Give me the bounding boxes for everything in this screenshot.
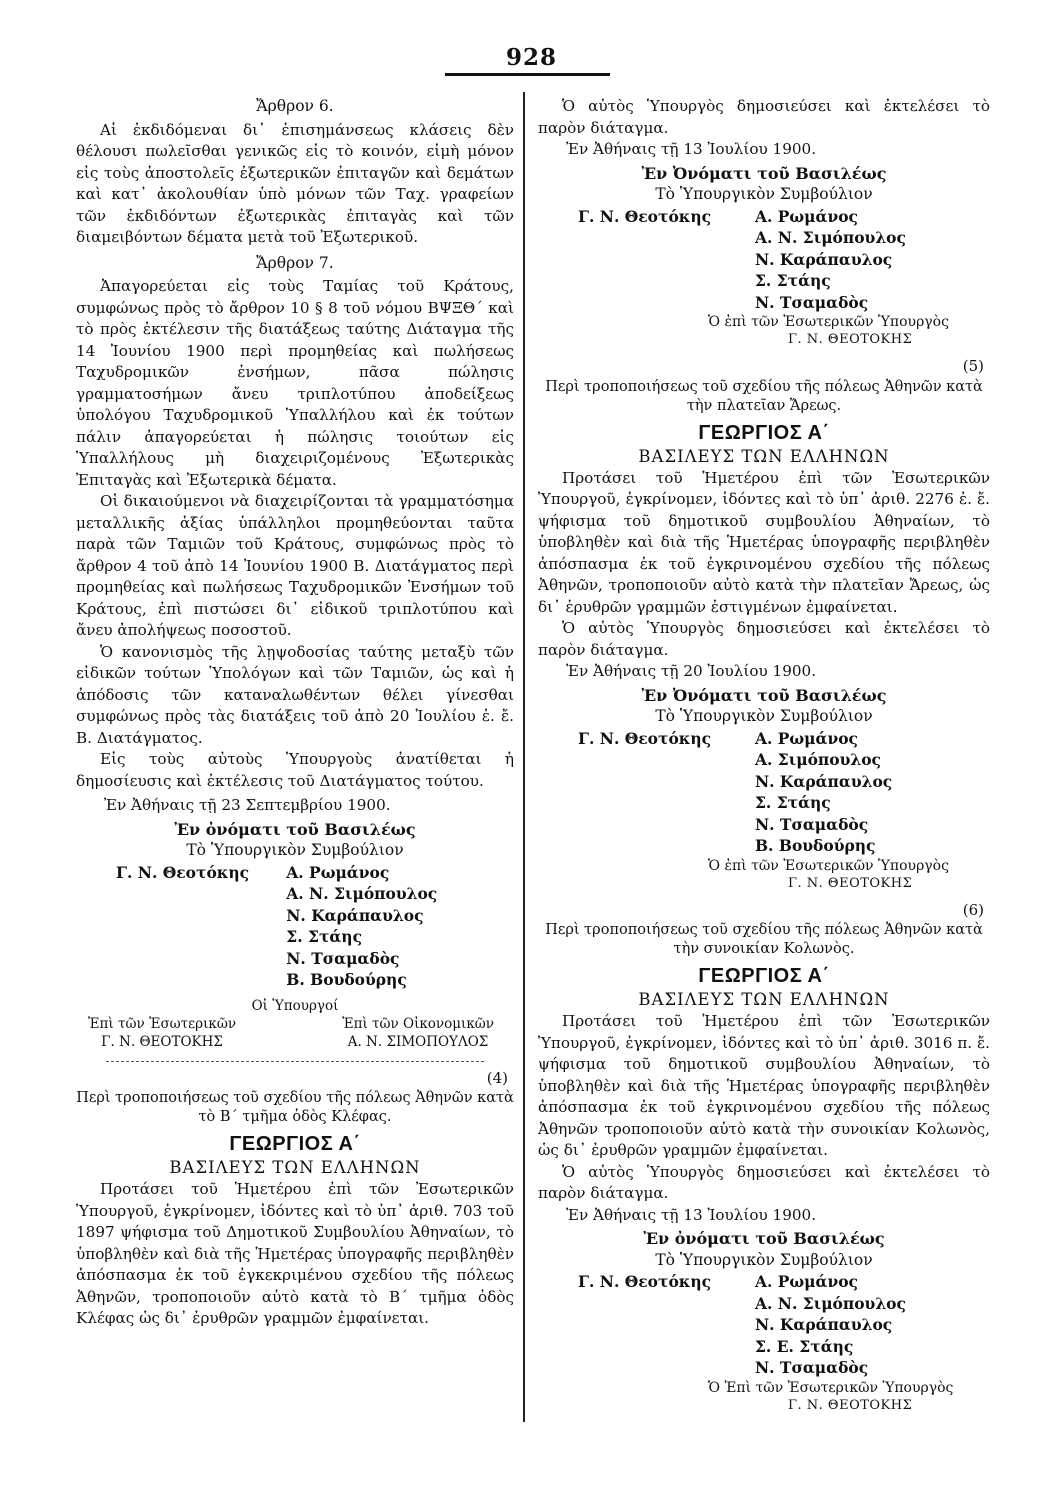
article-7-heading: Ἄρθρον 7. <box>256 253 334 272</box>
council-heading: Τὸ Ὑπουργικὸν Συμβούλιον <box>186 841 404 859</box>
council-heading: Τὸ Ὑπουργικὸν Συμβούλιον <box>655 707 873 725</box>
decree-text: Προτάσει τοῦ Ἡμετέρου ἐπὶ τῶν Ἐσωτερικῶν Ὑπουργοῦ, ἐγκρίνομεν, ἰδόντες καὶ τὸ ὑπ᾽ ἀριθ. 3016 π. ἔ. ψήφισμα τοῦ δημοτικοῦ συμβουλίου Ἀθηναίων, τὸ ὑποβληθὲν καὶ διὰ τῆς Ἡμετέρας ὑπογραφῆς περιβληθὲν ἀπόσπασμα ἐκ τοῦ ἐγκρινομένου σχεδίου τῆς πόλεως Ἀθηνῶν τροποποιοῦν αὐτὸ κατὰ τὴν συνοικίαν Κολωνὸς, ὡς δι᾽ ἐρυθρῶν γραμμῶν ἐμφαίνεται. <box>538 1012 990 1159</box>
kingdom-heading: ΒΑΣΙΛΕΥΣ ΤΩΝ ΕΛΛΗΝΩΝ <box>638 990 890 1009</box>
signature-primary: Γ. Ν. Θεοτόκης <box>116 862 250 882</box>
signatures <box>538 206 990 314</box>
signature: Ν. Τσαμαδὸς <box>754 814 869 834</box>
kingdom-heading: ΒΑΣΙΛΕΥΣ ΤΩΝ ΕΛΛΗΝΩΝ <box>638 446 890 466</box>
article-7-paragraph: Ἀπαγορεύεται εἰς τοὺς Ταμίας τοῦ Κράτους, συμφώνως πρὸς τὸ ἄρθρον 10 § 8 τοῦ νόμου ΒΨΞΘ΄ καὶ τὸ πρὸς ἐκτέλεσιν τῆς διατάξεως ταύτης Διάταγμα τῆς 14 Ἰουνίου 1900 περὶ προμηθείας καὶ πωλήσεως Ταχυδρομικῶν ἐνσήμων, πᾶσα πώλησις γραμματοσήμων ἄνευ τριπλοτύπου ἀποδείξεως ὑπολόγου Ταχυδρομικοῦ Ὑπαλλήλου καὶ ἐκ τούτων πάλιν ἀπαγορεύεται ἡ πώλησις τοιούτων εἰς Ὑπαλλήλους μὴ διαχειριζομένους Ἐξωτερικὰς Ἐπιταγὰς καὶ Ἐξωτερικὰ δέματα. <box>76 277 514 489</box>
decree-number: (4) <box>486 1068 508 1087</box>
signature: Ν. Καράπαυλος <box>754 771 893 791</box>
kingdom-heading: ΒΑΣΙΛΕΥΣ ΤΩΝ ΕΛΛΗΝΩΝ <box>169 1158 421 1177</box>
decree-execution: Ὁ αὐτὸς Ὑπουργὸς δημοσιεύσει καὶ ἐκτελέσει τὸ παρὸν διάταγμα. <box>538 97 990 137</box>
signature: Ν. Τσαμαδὸς <box>754 1358 869 1377</box>
minister-name: Α. Ν. ΣΙΜΟΠΟΥΛΟΣ <box>347 1033 489 1050</box>
signature: Σ. Στάης <box>754 271 831 290</box>
signature: Α. Σιμόπουλος <box>754 750 881 769</box>
minister-name: Γ. Ν. ΘΕΟΤΟΚΗΣ <box>788 332 913 347</box>
article-6-text: Αἱ ἐκδιδόμεναι δι᾽ ἐπισημάνσεως κλάσεις δὲν θέλουσι πωλεῖσθαι γενικῶς εἰς τὸ κοινόν, εἰμὴ μόνον εἰς τοὺς ἀποστολεῖς ἐξωτερικῶν ἐπιταγῶν καὶ δεμάτων καὶ κατ᾽ ἀκολουθίαν ὑπὸ μόνων τῶν Ταχ. γραφείων τῶν ἐκδιδόντων ἐξωτερικὰς ἐπιταγὰς καὶ τῶν διαμειβόντων δέματα μετὰ τοῦ Ἐξωτερικοῦ. <box>76 120 514 246</box>
signatures <box>538 1271 990 1379</box>
signatures <box>76 862 514 991</box>
signature: Ν. Καράπαυλος <box>754 1315 893 1334</box>
header-rule <box>445 73 610 76</box>
council-heading: Τὸ Ὑπουργικὸν Συμβούλιον <box>655 185 873 203</box>
signature: Ν. Τσαμαδὸς <box>286 948 400 968</box>
article-7-paragraph: Εἰς τοὺς αὐτοὺς Ὑπουργοὺς ἀνατίθεται ἡ δημοσίευσις καὶ ἐκτέλεσις τοῦ Διατάγματος τούτου. <box>76 750 514 790</box>
in-the-name-heading: Ἐν ὀνόματι τοῦ Βασιλέως <box>174 819 416 839</box>
signature: Σ. Στάης <box>286 927 363 946</box>
decree-date: Ἐν Ἀθήναις τῇ 23 Σεπτεμβρίου 1900. <box>104 796 391 814</box>
decree-title: Περὶ τροποποιήσεως τοῦ σχεδίου τῆς πόλεως Ἀθηνῶν κατὰ τὴν πλατεῖαν Ἄρεως. <box>545 378 983 414</box>
column-divider <box>523 92 525 1422</box>
ministers-title: Οἱ Ὑπουργοί <box>251 997 339 1014</box>
minister-signature: Ὁ ἐπὶ τῶν Ἐσωτερικῶν Ὑπουργὸς <box>708 314 949 330</box>
signature: Α. Ρωμάνος <box>754 1272 858 1291</box>
signature-primary: Γ. Ν. Θεοτόκης <box>578 1272 712 1291</box>
section-separator <box>106 1061 484 1062</box>
minister-interior <box>88 1015 236 1051</box>
decree-number: (5) <box>962 357 984 375</box>
signatures <box>538 728 990 857</box>
minister-role: Ἐπὶ τῶν Οἰκονομικῶν <box>342 1015 494 1032</box>
decree-date: Ἐν Ἀθήναις τῇ 13 Ἰουλίου 1900. <box>566 1205 817 1224</box>
king-heading: ΓΕΩΡΓΙΟΣ Α΄ <box>229 1133 361 1155</box>
in-the-name-heading: Ἐν Ὀνόματι τοῦ Βασιλέως <box>641 685 887 705</box>
article-6-heading: Ἄρθρον 6. <box>256 97 334 115</box>
decree-number: (6) <box>962 900 984 919</box>
minister-name: Γ. Ν. ΘΕΟΤΟΚΗΣ <box>101 1033 223 1050</box>
signature: Σ. Στάης <box>754 793 831 812</box>
minister-name: Γ. Ν. ΘΕΟΤΟΚΗΣ <box>788 875 913 891</box>
in-the-name-heading: Ἐν Ὀνόματι τοῦ Βασιλέως <box>641 163 887 183</box>
signature: Β. Βουδούρης <box>286 970 407 989</box>
signature: Α. Ν. Σιμόπουλος <box>754 1293 906 1313</box>
minister-finance <box>342 1015 494 1051</box>
signature-primary: Γ. Ν. Θεοτόκης <box>578 206 712 226</box>
decree-title: Περὶ τροποποιήσεως τοῦ σχεδίου τῆς πόλεως Ἀθηνῶν κατὰ τὸ Β΄ τμῆμα ὁδὸς Κλέφας. <box>76 1090 514 1125</box>
page-number: 928 <box>505 44 557 71</box>
article-7-paragraph: Ὁ κανονισμὸς τῆς λῃψοδοσίας ταύτης μεταξὺ τῶν εἰδικῶν τούτων Ὑπολόγων καὶ τῶν Ταμιῶν, ὡς καὶ ἡ ἀπόδοσις τῶν καταναλωθέντων θέλει γίνεσθαι συμφώνως πρὸς τὰς διατάξεις τοῦ ἀπὸ 20 Ἰουλίου ἐ. ἔ. Β. Διατάγματος. <box>76 642 514 747</box>
minister-signature: Ὁ ἐπὶ τῶν Ἐσωτερικῶν Ὑπουργὸς <box>708 857 949 874</box>
signature: Α. Ρωμάνος <box>754 728 858 748</box>
left-column <box>76 96 514 1330</box>
signature: Α. Ρωμάνος <box>754 206 858 226</box>
minister-role: Ἐπὶ τῶν Ἐσωτερικῶν <box>88 1015 237 1032</box>
signature: Σ. Ε. Στάης <box>754 1336 854 1356</box>
decree-execution: Ὁ αὐτὸς Ὑπουργὸς δημοσιεύσει καὶ ἐκτελέσει τὸ παρὸν διάταγμα. <box>538 619 990 659</box>
king-heading: ΓΕΩΡΓΙΟΣ Α΄ <box>698 965 830 987</box>
decree-text: Προτάσει τοῦ Ἡμετέρου ἐπὶ τῶν Ἐσωτερικῶν Ὑπουργοῦ, ἐγκρίνομεν, ἰδόντες καὶ τὸ ὑπ᾽ ἀριθ. 2276 ἐ. ἔ. ψήφισμα τοῦ δημοτικοῦ συμβουλίου Ἀθηναίων, τὸ ὑποβληθὲν καὶ διὰ τῆς Ἡμετέρας ὑπογραφῆς περιβληθὲν ἀπόσπασμα ἐκ τοῦ ἐγκρινομένου σχεδίου τῆς πόλεως Ἀθηνῶν, τροποποιοῦν αὐτὸ κατὰ τὴν πλατεῖαν Ἄρεως, ὡς δι᾽ ἐρυθρῶν γραμμῶν ἐστιγμένων ἐμφαίνεται. <box>538 468 990 616</box>
decree-date: Ἐν Ἀθήναις τῇ 13 Ἰουλίου 1900. <box>566 140 817 158</box>
signature: Α. Ρωμάνος <box>286 862 390 882</box>
decree-execution: Ὁ αὐτὸς Ὑπουργὸς δημοσιεύσει καὶ ἐκτελέσει τὸ παρὸν διάταγμα. <box>538 1162 990 1202</box>
minister-name: Γ. Ν. ΘΕΟΤΟΚΗΣ <box>788 1397 913 1413</box>
minister-signature: Ὁ Ἐπὶ τῶν Ἐσωτερικῶν Ὑπουργὸς <box>708 1379 954 1396</box>
signature: Α. Ν. Σιμόπουλος <box>754 228 906 247</box>
decree-title: Περὶ τροποποιήσεως τοῦ σχεδίου τῆς πόλεως Ἀθηνῶν κατὰ τὴν συνοικίαν Κολωνὸς. <box>545 922 983 957</box>
signature: Α. Ν. Σιμόπουλος <box>286 884 438 903</box>
signature: Ν. Καράπαυλος <box>754 249 893 269</box>
ministers-grid <box>76 1015 514 1051</box>
signature: Ν. Καράπαυλος <box>286 905 424 925</box>
right-column <box>538 96 990 1414</box>
decree-date: Ἐν Ἀθήναις τῇ 20 Ἰουλίου 1900. <box>566 662 817 680</box>
signature: Ν. Τσαμαδὸς <box>754 292 869 312</box>
council-heading: Τὸ Ὑπουργικὸν Συμβούλιον <box>655 1250 873 1269</box>
decree-text: Προτάσει τοῦ Ἡμετέρου ἐπὶ τῶν Ἐσωτερικῶν Ὑπουργοῦ, ἐγκρίνομεν, ἰδόντες καὶ τὸ ὑπ᾽ ἀριθ. 703 τοῦ 1897 ψήφισμα τοῦ Δημοτικοῦ Συμβουλίου Ἀθηναίων, τὸ ὑποβληθὲν καὶ διὰ τῆς Ἡμετέρας ὑπογραφῆς περιβληθὲν ἀπόσπασμα ἐκ τοῦ ἐγκεκριμένου σχεδίου τῆς πόλεως Ἀθηνῶν, τροποποιοῦν αὐτὸ κατὰ τὸ Β΄ τμῆμα ὁδὸς Κλέφας ὡς δι᾽ ἐρυθρῶν γραμμῶν ἐμφαίνεται. <box>76 1180 514 1327</box>
signature-primary: Γ. Ν. Θεοτόκης <box>578 728 712 748</box>
article-7-paragraph: Οἱ δικαιούμενοι νὰ διαχειρίζονται τὰ γραμματόσημα μεταλλικῆς ἀξίας ὑπάλληλοι προμηθεύονται ταῦτα παρὰ τῶν Ταμιῶν τοῦ Κράτους, συμφώνως πρὸς τὸ ἄρθρον 4 τοῦ ἀπὸ 14 Ἰουνίου 1900 Β. Διατάγματος περὶ προμηθείας καὶ πωλήσεως Ταχυδρομικῶν Ἐνσήμων τοῦ Κράτους, ἐπὶ πιστώσει δι᾽ εἰδικοῦ τριπλοτύπου καὶ ἄνευ ἀπολήψεως ποσοστοῦ. <box>76 492 514 639</box>
in-the-name-heading: Ἐν ὀνόματι τοῦ Βασιλέως <box>643 1229 885 1248</box>
signature: Β. Βουδούρης <box>754 836 876 855</box>
king-heading: ΓΕΩΡΓΙΟΣ Α΄ <box>698 421 830 444</box>
